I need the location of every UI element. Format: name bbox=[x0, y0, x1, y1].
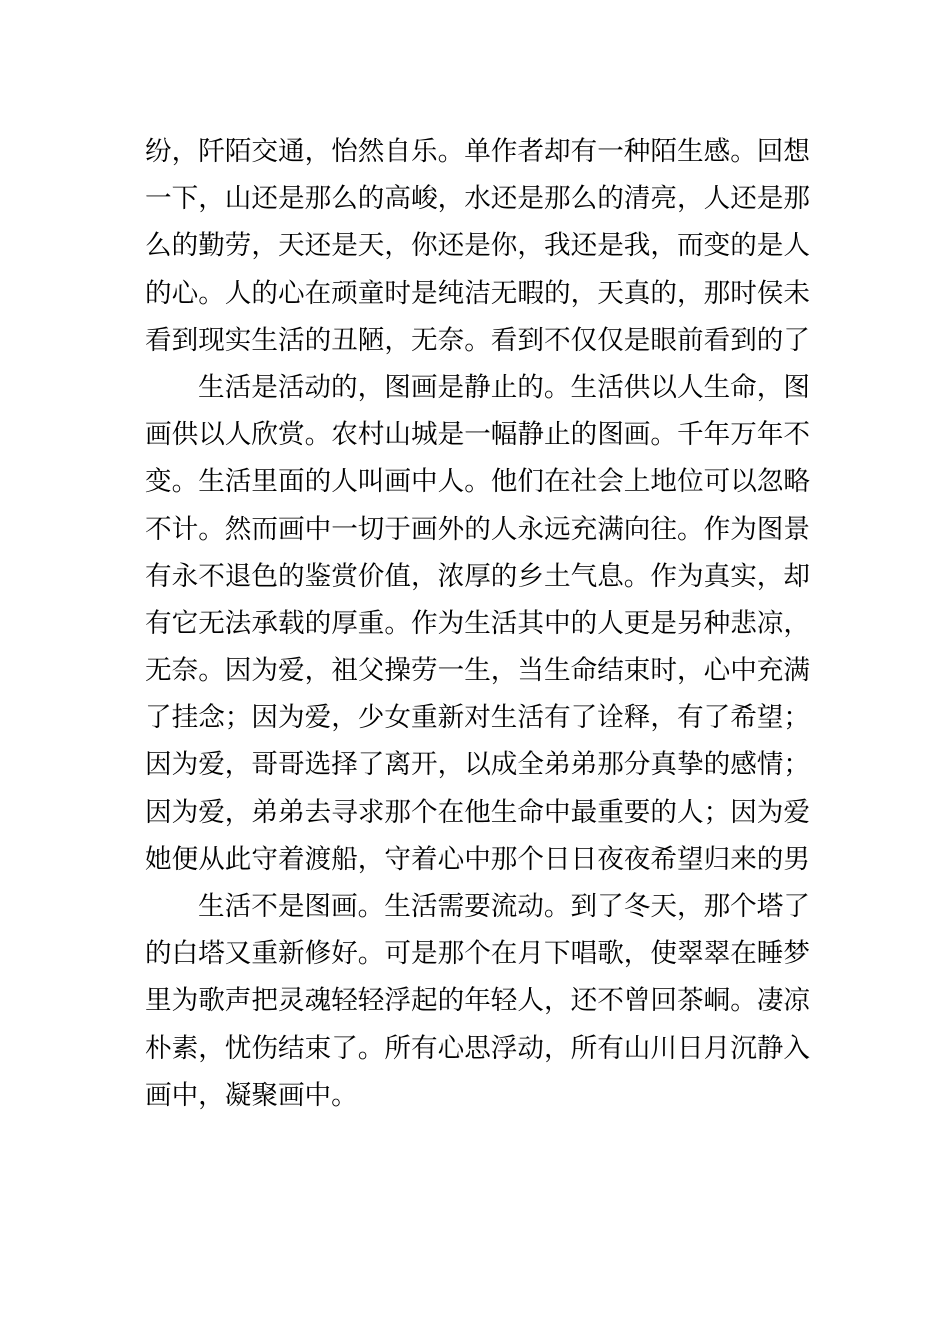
text-line: 一下，山还是那么的高峻，水还是那么的清亮，人还是那 bbox=[145, 183, 810, 215]
text-line: 变。生活里面的人叫画中人。他们在社会上地位可以忽略 bbox=[145, 466, 810, 498]
document-body bbox=[145, 128, 810, 1119]
text-line: 的白塔又重新修好。可是那个在月下唱歌，使翠翠在睡梦 bbox=[145, 938, 810, 970]
paragraph-1 bbox=[145, 128, 810, 364]
text-line: 了挂念；因为爱，少女重新对生活有了诠释，有了希望； bbox=[145, 702, 810, 734]
text-line: 画供以人欣赏。农村山城是一幅静止的图画。千年万年不 bbox=[145, 419, 810, 451]
text-line: 无奈。因为爱，祖父操劳一生，当生命结束时，心中充满 bbox=[145, 655, 810, 687]
text-line: 看到现实生活的丑陋，无奈。看到不仅仅是眼前看到的了 bbox=[145, 324, 810, 356]
text-line: 她便从此守着渡船，守着心中那个日日夜夜希望归来的男 bbox=[145, 843, 810, 875]
text-line: 生活是活动的，图画是静止的。生活供以人生命，图 bbox=[198, 371, 810, 403]
text-line: 画中，凝聚画中。 bbox=[145, 1079, 358, 1111]
text-line: 朴素，忧伤结束了。所有心思浮动，所有山川日月沉静入 bbox=[145, 1032, 810, 1064]
paragraph-2 bbox=[145, 364, 810, 883]
paragraph-3 bbox=[145, 883, 810, 1119]
text-line: 生活不是图画。生活需要流动。到了冬天，那个塔了 bbox=[198, 891, 810, 922]
text-line: 不计。然而画中一切于画外的人永远充满向往。作为图景 bbox=[145, 513, 810, 545]
text-line: 因为爱，哥哥选择了离开，以成全弟弟那分真挚的感情； bbox=[145, 749, 810, 781]
text-line: 里为歌声把灵魂轻轻浮起的年轻人，还不曾回茶峒。凄凉 bbox=[145, 985, 810, 1017]
text-line: 有它无法承载的厚重。作为生活其中的人更是另种悲凉， bbox=[145, 607, 810, 639]
text-line: 因为爱，弟弟去寻求那个在他生命中最重要的人；因为爱 bbox=[145, 796, 810, 828]
text-line: 纷，阡陌交通，怡然自乐。单作者却有一种陌生感。回想 bbox=[145, 136, 810, 167]
text-line: 有永不退色的鉴赏价值，浓厚的乡土气息。作为真实，却 bbox=[145, 560, 810, 592]
text-line: 的心。人的心在顽童时是纯洁无暇的，天真的，那时侯未 bbox=[145, 277, 810, 309]
text-line: 么的勤劳，天还是天，你还是你，我还是我，而变的是人 bbox=[145, 230, 810, 262]
